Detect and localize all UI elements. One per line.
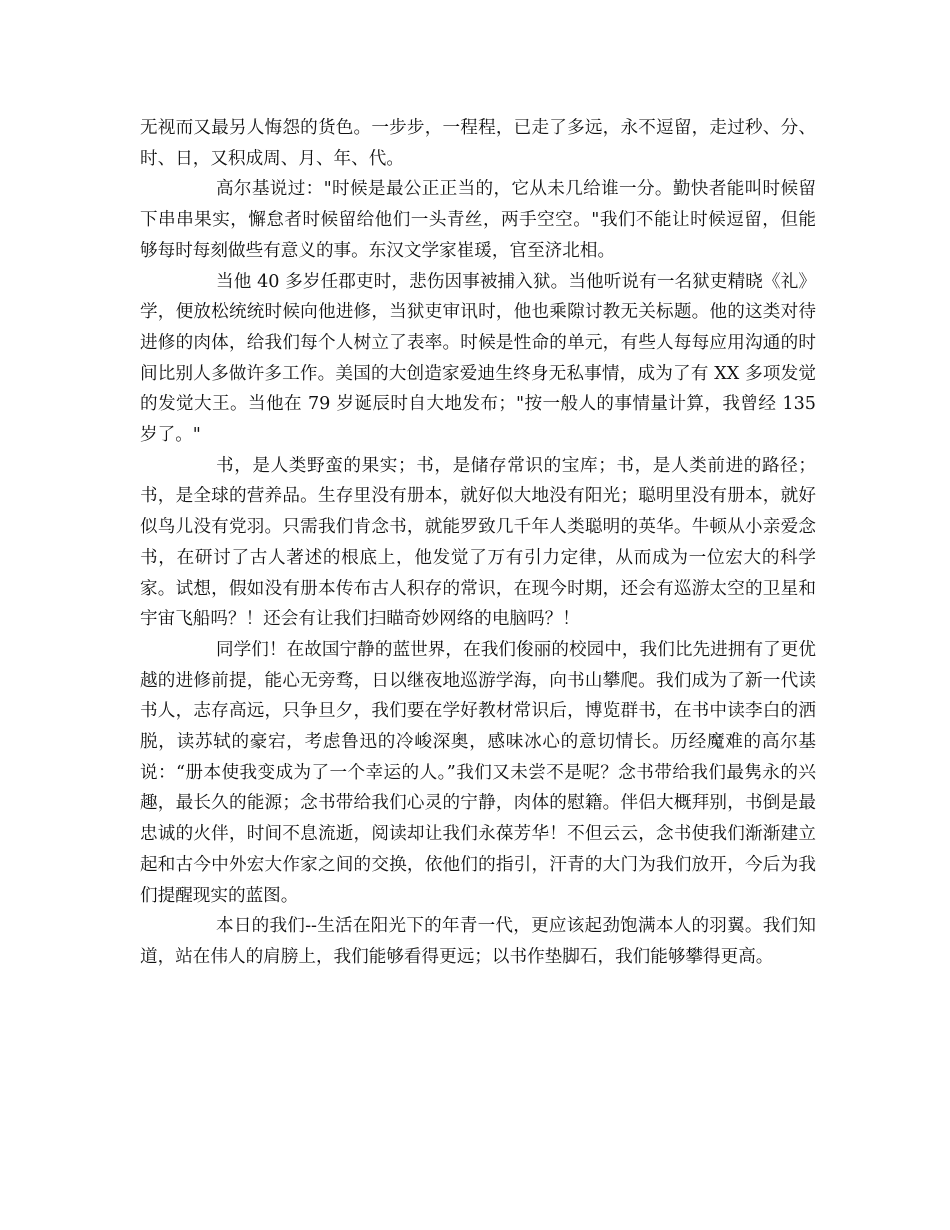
paragraph-4: 书，是人类野蛮的果实；书，是储存常识的宝库；书，是人类前进的路径；书，是全球的营养品。生存里没有册本，就好似大地没有阳光；聪明里没有册本，就好似鸟儿没有党羽。只需我们肯念书，就能罗致几千年人类聪明的英华。牛顿从小亲爱念书，在研讨了古人著述的根底上，他发觉了万有引力定律，从而成为一位宏大的科学家。试想，假如没有册本传布古人积存的常识，在现今时期，还会有巡游太空的卫星和宇宙飞船吗？！还会有让我们扫瞄奇妙网络的电脑吗？！ (140, 455, 816, 630)
paragraph-6: 本日的我们--生活在阳光下的年青一代，更应该起劲饱满本人的羽翼。我们知道，站在伟人的肩膀上，我们能够看得更远；以书作垫脚石，我们能够攀得更高。 (140, 916, 816, 967)
paragraph-3: 当他 40 多岁任郡吏时，悲伤因事被捕入狱。当他听说有一名狱吏精晓《礼》学，便放松统统时候向他进修，当狱吏审讯时，他也乘隙讨教无关标题。他的这类对待进修的肉体，给我们每个人树立了表率。时候是性命的单元，有些人每每应用沟通的时间比别人多做许多工作。美国的大创造家爱迪生终身无私事情，成为了有 XX 多项发觉的发觉大王。当他在 79 岁诞辰时自大地发布；"按一般人的事情量计算，我曾经 135 岁了。" (140, 271, 816, 446)
paragraph-2: 高尔基说过："时候是最公正正当的，它从未几给谁一分。勤快者能叫时候留下串串果实，懈怠者时候留给他们一头青丝，两手空空。"我们不能让时候逗留，但能够每时每刻做些有意义的事。东汉文学家崔瑗，官至济北相。 (140, 179, 816, 261)
paragraph-5: 同学们！在故国宁静的蓝世界，在我们俊丽的校园中，我们比先进拥有了更优越的进修前提，能心无旁骛，日以继夜地巡游学海，向书山攀爬。我们成为了新一代读书人，志存高远，只争旦夕，我们要在学好教材常识后，博览群书，在书中读李白的洒脱，读苏轼的豪宕，考虑鲁迅的冷峻深奥，感味冰心的意切情长。历经魔难的高尔基说：“册本使我变成为了一个幸运的人。”我们又未尝不是呢？念书带给我们最隽永的兴趣，最长久的能源；念书带给我们心灵的宁静，肉体的慰籍。伴侣大概拜别，书倒是最忠诚的火伴，时间不息流逝，阅读却让我们永葆芳华！不但云云，念书使我们渐渐建立起和古今中外宏大作家之间的交换，依他们的指引，汗青的大门为我们放开，今后为我们提醒现实的蓝图。 (140, 639, 816, 906)
paragraph-1: 无视而又最另人悔怨的货色。一步步，一程程，已走了多远，永不逗留，走过秒、分、时、日，又积成周、月、年、代。 (140, 118, 816, 169)
document-body (140, 113, 816, 973)
